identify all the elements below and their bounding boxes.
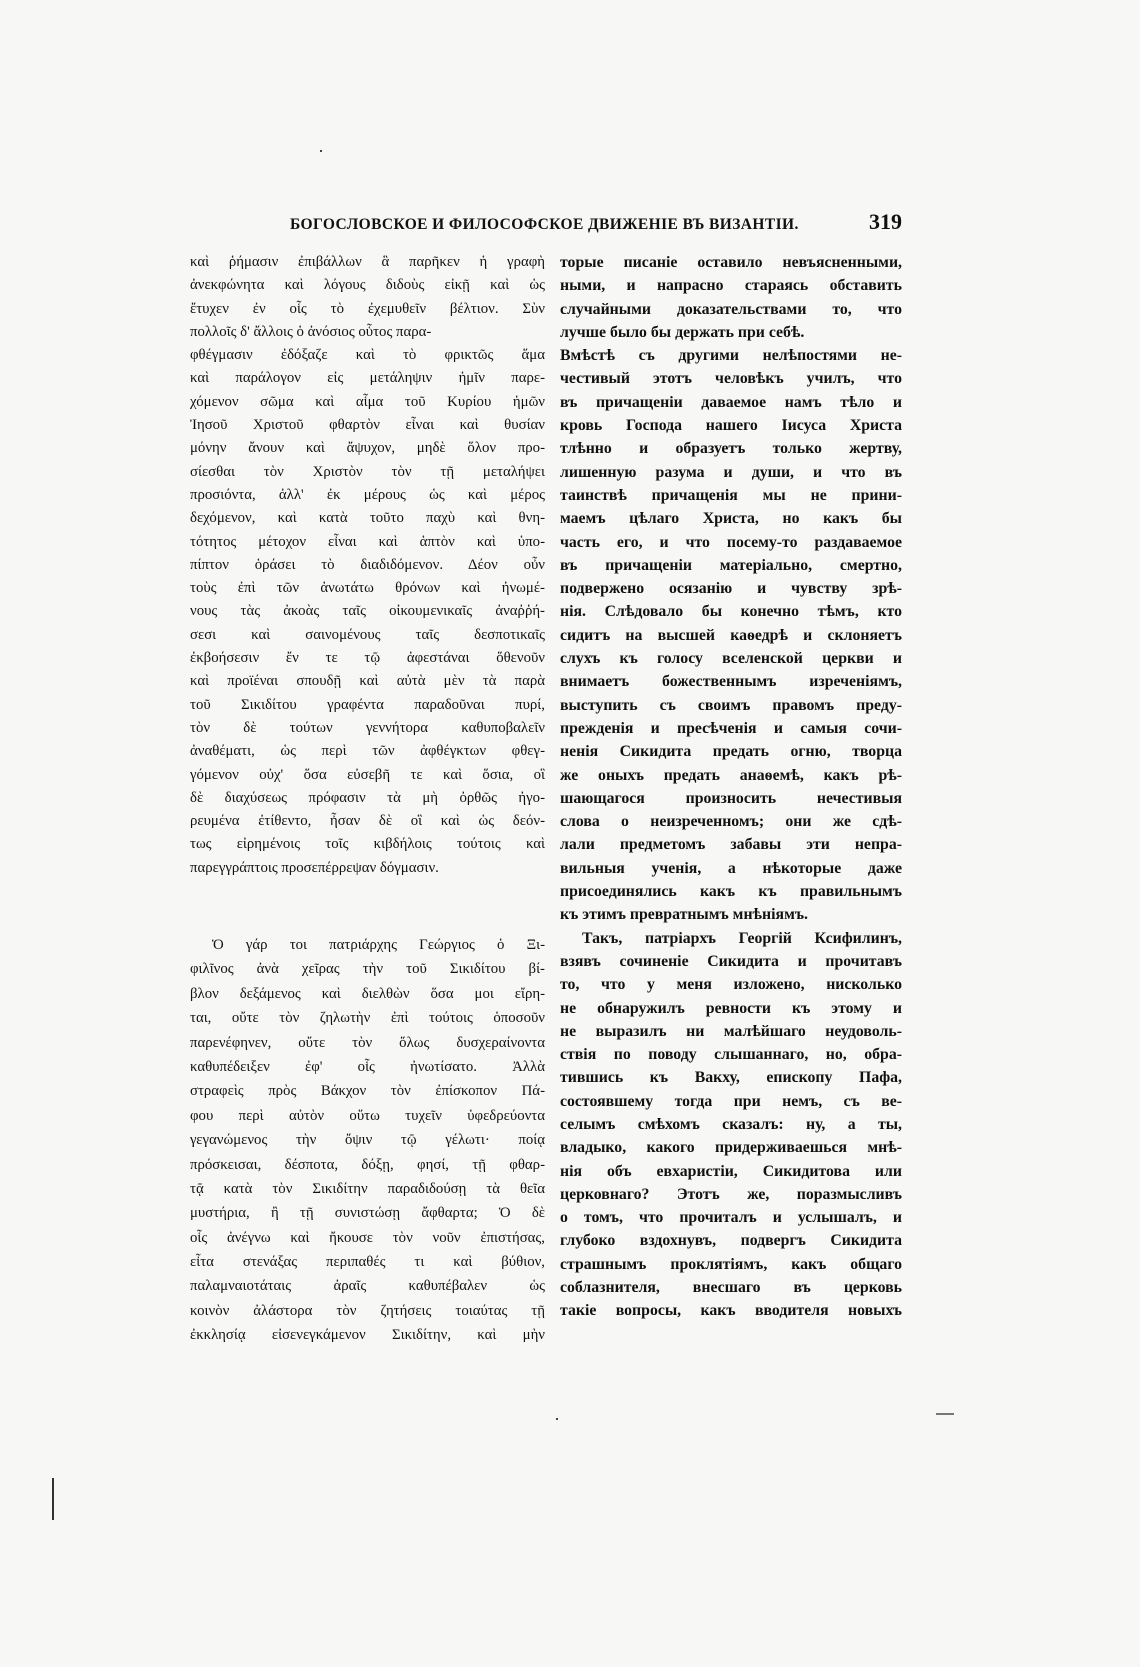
text-line: φου περὶ αὐτὸν οὕτω τυχεῖν ὑφεδρεύοντα (190, 1107, 545, 1124)
text-line: нія объ евхаристіи, Сикидитова или (560, 1162, 902, 1180)
text-line: слова о неизреченномъ; они же сдѣ- (560, 813, 902, 831)
text-line: о томъ, что прочиталъ и услышалъ, и (560, 1209, 902, 1227)
text-line: εἶτα στενάξας περιπαθές τι καὶ βύθιον, (190, 1254, 545, 1271)
greek-text-block-2 (190, 933, 545, 1348)
text-line: честивый этотъ человѣкъ училъ, что (560, 370, 902, 388)
text-line: тившись къ Вакху, епископу Пафа, (560, 1069, 902, 1087)
scan-dash-mark (936, 1413, 954, 1415)
text-line: ненія Сикидита предать огню, творца (560, 743, 902, 761)
text-line: лучше было бы держать при себѣ. (560, 323, 805, 341)
text-line: Вмѣстѣ съ другими нелѣпостями не- (560, 347, 902, 365)
running-title: БОГОСЛОВСКОЕ И ФИЛОСОФСКОЕ ДВИЖЕНІЕ ВЪ ВИЗАНТІИ. (290, 216, 799, 233)
text-line: σεσι καὶ σαινομένους ταῖς δεσποτικαῖς (190, 626, 545, 643)
text-line: взявъ сочиненіе Сикидита и прочитавъ (560, 952, 902, 970)
scan-speck (556, 1418, 558, 1420)
text-line: πρόσκεισαι, δέσποτα, δόξῃ, φησί, τῇ φθαρ- (190, 1156, 545, 1173)
text-line: же оныхъ предать анаѳемѣ, какъ рѣ- (560, 766, 902, 784)
text-line: лали предметомъ забавы эти непра- (560, 836, 902, 854)
text-line: πολλοῖς δ' ἄλλοις ὁ ἀνόσιος οὗτος παρα- (190, 323, 432, 340)
text-line: ἐκβοήσεσιν ἔν τε τῷ ἀφεστάναι ὅθενοῦν (190, 650, 545, 667)
scan-speck (320, 150, 322, 152)
text-line: таинствѣ причащенія мы не прини- (560, 486, 902, 504)
text-line: σίεσθαι τὸν Χριστὸν τὸν τῇ μεταλήψει (190, 463, 545, 480)
text-line: νους τὰς ἀκοὰς ταῖς οἰκουμενικαῖς ἀναῤῥή- (190, 603, 545, 620)
text-line: такіе вопросы, какъ вводителя новыхъ (560, 1302, 902, 1320)
text-line: ἀνεκφώνητα καὶ λόγους διδοὺς εἰκῇ καὶ ὡς (190, 277, 545, 294)
scan-edge-mark (52, 1478, 54, 1520)
text-line: Ὁ γάρ τοι πατριάρχης Γεώργιος ὁ Ξι- (212, 937, 545, 953)
text-line: ρευμένα ἐτίθεντο, ἦσαν δὲ οἳ καὶ ὡς δεόν- (190, 813, 545, 830)
text-line: Ἰησοῦ Χριστοῦ φθαρτὸν εἶναι καὶ θυσίαν (190, 417, 545, 434)
text-line: глубоко вздохнувъ, подвергъ Сикидита (560, 1232, 902, 1250)
text-line: нія. Слѣдовало бы конечно тѣмъ, кто (560, 603, 902, 621)
text-line: внимаетъ божественнымъ изреченіямъ, (560, 673, 902, 691)
text-line: присоединялись какъ къ правильнымъ (560, 883, 902, 901)
text-line: παρεγγράπτοις προσεπέρρεψαν δόγμασιν. (190, 859, 439, 876)
text-line: βλον δεξάμενος καὶ διελθὼν ὅσα μοι εἴρη- (190, 985, 545, 1002)
text-line: τότητος μέτοχον εἶναι καὶ ἁπτὸν καὶ ὑπο- (190, 533, 545, 550)
text-line: ἀναθέματι, ὡς περὶ τῶν ἀφθέγκτων φθεγ- (190, 743, 545, 760)
text-line: страшнымъ проклятіямъ, какъ общаго (560, 1255, 902, 1273)
text-line: соблазнителя, внесшаго въ церковь (560, 1279, 902, 1297)
text-line: τᾷ κατὰ τὸν Σικιδίτην παραδιδούσῃ τὰ θεῖα (190, 1180, 545, 1197)
text-line: кровь Господа нашего Іисуса Христа (560, 417, 902, 435)
text-line: случайными доказательствами то, что (560, 300, 902, 318)
text-line: φθέγμασιν ἐδόξαζε καὶ τὸ φρικτῶς ἅμα (190, 347, 545, 364)
text-line: μυστήρια, ἢ τῇ συνιστώσῃ ἄφθαρτα; Ὁ δὲ (190, 1205, 545, 1222)
text-line: ствія по поводу слышаннаго, но, обра- (560, 1046, 902, 1064)
text-line: владыко, какого придерживаешься мнѣ- (560, 1139, 902, 1157)
greek-text-block-1 (190, 251, 545, 880)
text-line: οἷς ἀνέγνω καὶ ἤκουσε τὸν νοῦν ἐπιστήσας, (190, 1229, 545, 1246)
text-line: καθυπέδειξεν ἐφ' οἷς ἠνωτίσατο. Ἀλλὰ (190, 1058, 545, 1075)
text-line: не обнаружилъ ревности къ этому и (560, 999, 902, 1017)
text-line: τως εἰρημένοις τοῖς κιβδήλοις τούτοις καὶ (190, 836, 545, 853)
text-line: вильныя ученія, а нѣкоторые даже (560, 859, 902, 877)
russian-translation-column (560, 251, 902, 1323)
text-line: не выразилъ ни малѣйшаго неудоволь- (560, 1022, 902, 1040)
text-line: τὸν δὲ τούτων γεννήτορα καθυποβαλεῖν (190, 719, 545, 736)
text-line: Такъ, патріархъ Георгій Ксифилинъ, (582, 929, 902, 947)
text-line: μόνην ἄνουν καὶ ἄψυχον, μηδὲ ὅλον προ- (190, 440, 545, 457)
text-line: φιλῖνος ἀνὰ χεῖρας τὴν τοῦ Σικιδίτου βί- (190, 961, 545, 978)
text-line: тлѣнно и образуетъ только жертву, (560, 440, 902, 458)
text-line: церковнаго? Этотъ же, поразмысливъ (560, 1185, 902, 1203)
text-line: ными, и напрасно стараясь обставить (560, 277, 902, 295)
text-line: шающагося произносить нечестивыя (560, 789, 902, 807)
text-line: состоявшему тогда при немъ, съ ве- (560, 1092, 902, 1110)
text-line: ἐκκλησίᾳ εἰσενεγκάμενον Σικιδίτην, καὶ μὴν (190, 1327, 545, 1344)
text-line: слухъ къ голосу вселенской церкви и (560, 650, 902, 668)
text-line: лишенную разума и души, и что въ (560, 463, 902, 481)
text-line: прежденія и пресѣченія и самыя сочи- (560, 719, 902, 737)
page-number: 319 (869, 209, 902, 234)
text-line: ἔτυχεν ἐν οἷς τὸ ἐχεμυθεῖν βέλτιον. Σὺν (190, 300, 545, 317)
text-line: сидитъ на высшей каѳедрѣ и склоняетъ (560, 626, 902, 644)
text-line: выступить съ своимъ правомъ преду- (560, 696, 902, 714)
text-line: κοινὸν ἀλάστορα τὸν ζητήσεις τοιαύτας τῇ (190, 1302, 545, 1319)
text-line: маемъ цѣлаго Христа, но какъ бы (560, 510, 902, 528)
text-line: δεχόμενον, καὶ κατὰ τοῦτο παχὺ καὶ θνη- (190, 510, 545, 527)
text-line: τοὺς ἐπὶ τῶν ἀνωτάτω θρόνων καὶ ἠνωμέ- (190, 580, 545, 597)
text-line: ται, οὔτε τὸν ζηλωτὴν ἐπὶ τούτοις ὁποσοῦν (190, 1010, 545, 1027)
text-line: χόμενον σῶμα καὶ αἷμα τοῦ Κυρίου ἡμῶν (190, 393, 545, 410)
text-line: въ причащеніи матеріально, смертно, (560, 556, 902, 574)
text-line: подвержено осязанію и чувству зрѣ- (560, 580, 902, 598)
text-line: πίπτον ὁράσει τὸ διαδιδόμενον. Δέον οὖν (190, 556, 545, 573)
text-line: στραφεὶς πρὸς Βάκχον τὸν ἐπίσκοπον Πά- (190, 1083, 545, 1100)
text-line: καὶ προϊέναι σπουδῇ καὶ αὐτὰ μὲν τὰ παρὰ (190, 673, 545, 690)
running-head (290, 209, 902, 235)
text-line: παρενέφηνεν, οὔτε τὸν ὅλως δυσχεραίνοντα (190, 1034, 545, 1051)
text-line: γεγανώμενος τὴν ὄψιν τῷ γέλωτι· ποίᾳ (190, 1132, 545, 1149)
text-line: δὲ διαχύσεως πρόφασιν τὰ μὴ ὀρθῶς ἠγο- (190, 789, 545, 806)
text-line: селымъ смѣхомъ сказалъ: ну, а ты, (560, 1115, 902, 1133)
text-line: въ причащеніи даваемое намъ тѣло и (560, 393, 902, 411)
text-line: παλαμναιοτάταις ἀραῖς καθυπέβαλεν ὡς (190, 1278, 545, 1295)
text-line: τοῦ Σικιδίτου γραφέντα παραδοῦναι πυρί, (190, 696, 545, 713)
text-line: то, что у меня изложено, нисколько (560, 976, 902, 994)
text-line: καὶ παράλογον εἰς μετάληψιν ἡμῖν παρε- (190, 370, 545, 387)
text-line: καὶ ῥήμασιν ἐπιβάλλων ἃ παρῆκεν ἡ γραφὴ (190, 254, 545, 270)
text-line: къ этимъ превратнымъ мнѣніямъ. (560, 906, 808, 924)
text-line: часть его, и что посему-то раздаваемое (560, 533, 902, 551)
text-line: торые писаніе оставило невъясненными, (560, 254, 902, 271)
text-line: γόμενον οὐχ' ὅσα εὐσεβῆ τε καὶ ὅσια, οἳ (190, 766, 545, 783)
text-line: προσιόντα, ἀλλ' ἐκ μέρους ὡς καὶ μέρος (190, 486, 545, 503)
